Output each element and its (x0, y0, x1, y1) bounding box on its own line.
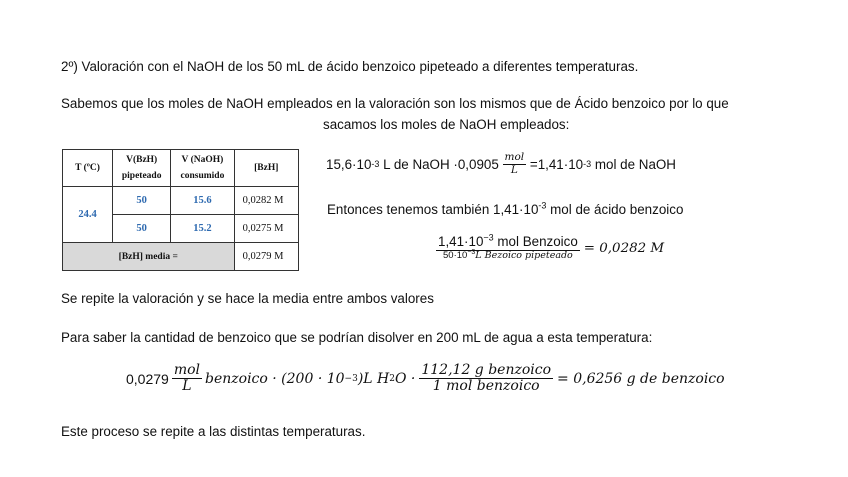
eq1-part4: mol de NaOH (591, 156, 676, 172)
eq1-part3: =1,41·10 (526, 156, 584, 172)
equation-concentration (436, 232, 665, 261)
header-vbzh-line1: V(BzH) (126, 155, 158, 165)
mean-label: [BzH] media = (63, 243, 235, 271)
solubility-text: Para saber la cantidad de benzoico que se podrían disolver en 200 mL de agua a esta temperatura: (61, 330, 653, 345)
eq2-num-part1: 1,41·10 (438, 234, 484, 249)
mean-value: 0,0279 M (234, 243, 298, 271)
eq2-fraction (436, 232, 580, 261)
bzh-value: 0,0282 M (234, 187, 298, 215)
section-title: 2º) Valoración con el NaOH de los 50 mL de ácido benzoico pipeteado a diferentes temperaturas. (61, 59, 639, 74)
eq3-frac2-den: 1 mol benzoico (432, 378, 540, 395)
eq3-text3: O · (394, 370, 416, 387)
eq3-frac1-num: mol (173, 362, 201, 378)
header-vbzh-line2: pipeteado (121, 171, 162, 181)
eq2-den-part2: L Bezoico pipeteado (475, 249, 573, 261)
eq3-text2: )L H (357, 370, 390, 387)
eq2-den-exp: −3 (467, 248, 476, 256)
header-vnaoh (171, 150, 234, 187)
vnaoh-value: 15.2 (171, 215, 234, 243)
eq2-num-exp: −3 (483, 232, 494, 243)
final-text: Este proceso se repite a las distintas temperaturas. (61, 424, 366, 439)
eq1-part2: L de NaOH ·0,0905 (379, 156, 503, 172)
bzh-value: 0,0275 M (234, 215, 298, 243)
eq3-fraction-1 (172, 363, 202, 395)
eq3-fraction-2 (419, 363, 553, 395)
eq3-sub: 2 (389, 373, 395, 384)
eq1-frac-num: mol (504, 151, 525, 163)
header-vbzh (113, 150, 171, 187)
intro-line-2: sacamos los moles de NaOH empleados: (323, 117, 570, 132)
eq1-frac-den: L (510, 163, 518, 176)
equation-moles-naoh: 15,6·10 -3 L de NaOH ·0,0905 $\frac{\text{mol}}{L}$ =1,41·10 -3 mol de NaOH (326, 151, 676, 176)
eq2-numerator (436, 232, 580, 251)
equation-mass-benzoic: 0,0279 $\frac{\text{mol}}{L}$ benzoico · (200 · 10 −3 )L H 2 O · $\frac{\text{112,12 g benzoico}}{\text{1 mol benzoico}}$ = 0,6256 g de benzoico (126, 362, 725, 395)
eq1-fraction (503, 152, 527, 176)
then-part1: Entonces tenemos también 1,41·10 (327, 202, 539, 217)
header-vnaoh-line1: V (NaOH) (181, 155, 224, 165)
eq3-frac2-num: 112,12 g benzoico (421, 362, 552, 378)
repeat-text: Se repite la valoración y se hace la media entre ambos valores (61, 291, 434, 306)
eq2-den-part1: 50·10 (443, 249, 468, 261)
eq3-result: = 0,6256 g de benzoico (557, 370, 725, 387)
eq3-text1: benzoico · (200 · 10 (205, 370, 345, 387)
table-mean-row (63, 243, 299, 271)
vnaoh-value: 15.6 (171, 187, 234, 215)
then-text (327, 202, 683, 217)
then-exp: -3 (538, 200, 547, 211)
vbzh-value: 50 (113, 187, 171, 215)
header-bzh: [BzH] (234, 150, 298, 187)
vbzh-value: 50 (113, 215, 171, 243)
eq2-denominator (441, 248, 575, 261)
eq2-result: = 0,0282 M (583, 240, 665, 256)
eq1-part1: 15,6·10 (326, 156, 372, 172)
header-vnaoh-line2: consumido (180, 171, 225, 181)
temp-value: 24.4 (63, 187, 113, 243)
table-row (63, 187, 299, 215)
titration-table (62, 149, 299, 271)
eq3-frac1-den: L (182, 378, 192, 395)
eq3-coef: 0,0279 (126, 370, 169, 387)
intro-line-1: Sabemos que los moles de NaOH empleados en la valoración son los mismos que de Ácido benzoico por lo que (61, 96, 729, 111)
then-part2: mol de ácido benzoico (546, 202, 684, 217)
eq2-num-part2: mol Benzoico (493, 234, 578, 249)
header-temp: T (ºC) (63, 150, 113, 187)
